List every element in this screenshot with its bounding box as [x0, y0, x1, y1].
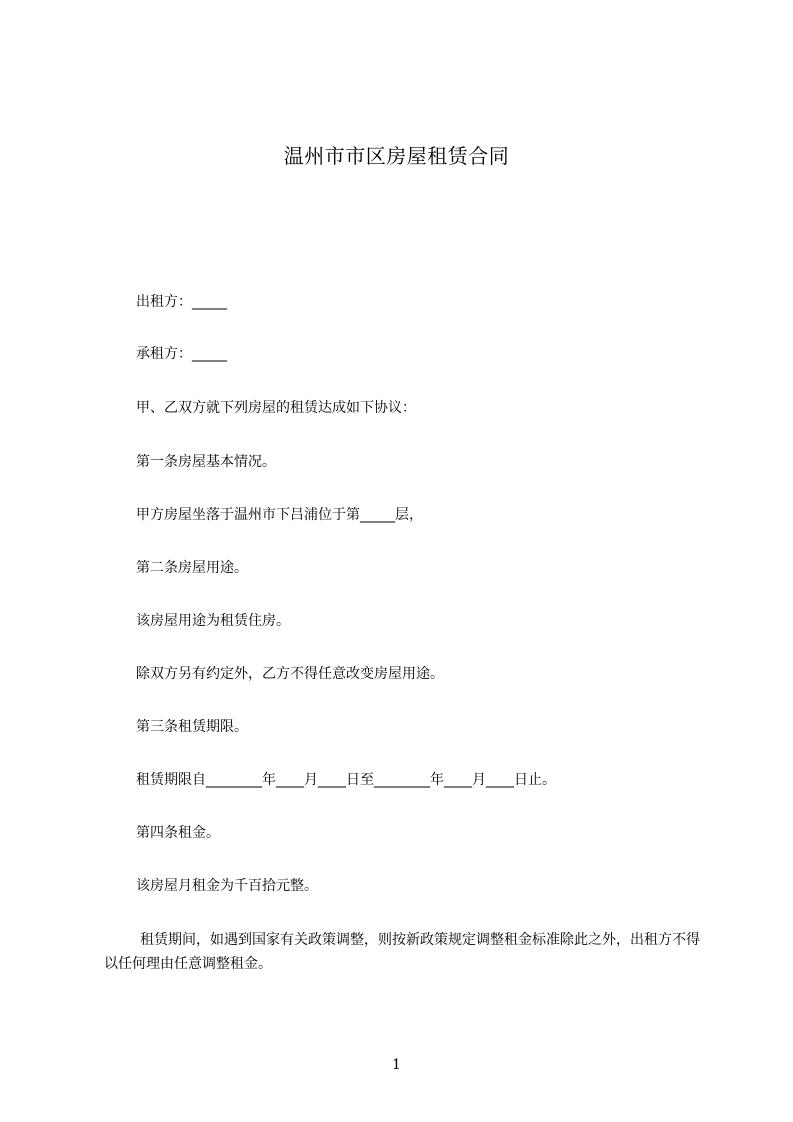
property-location: 甲方房屋坐落于温州市下吕浦位于第_____层，	[136, 507, 423, 523]
document-title: 温州市市区房屋租赁合同	[283, 144, 510, 168]
usage-restriction: 除双方另有约定外，乙方不得任意改变房屋用途。	[136, 666, 444, 682]
usage-statement: 该房屋用途为租赁住房。	[136, 613, 290, 629]
article-3-heading: 第三条租赁期限。	[136, 719, 248, 735]
rent-adjustment-clause: 租赁期间，如遇到国家有关政策调整，则按新政策规定调整租金标准除此之外，出租方不得以任何理由任意调整租金。	[104, 932, 700, 972]
article-1-heading: 第一条房屋基本情况。	[136, 454, 276, 470]
article-2-heading: 第二条房屋用途。	[136, 560, 248, 576]
monthly-rent: 该房屋月租金为千百拾元整。	[136, 878, 318, 894]
lessor-line: 出租方：_____	[136, 294, 227, 310]
lease-term: 租赁期限自________年____月____日至________年____月____日止。	[136, 772, 556, 788]
article-4-heading: 第四条租金。	[136, 825, 220, 841]
lessee-line: 承租方：_____	[136, 346, 227, 362]
agreement-intro: 甲、乙双方就下列房屋的租赁达成如下协议：	[136, 400, 416, 416]
page-number: 1	[392, 1057, 401, 1073]
